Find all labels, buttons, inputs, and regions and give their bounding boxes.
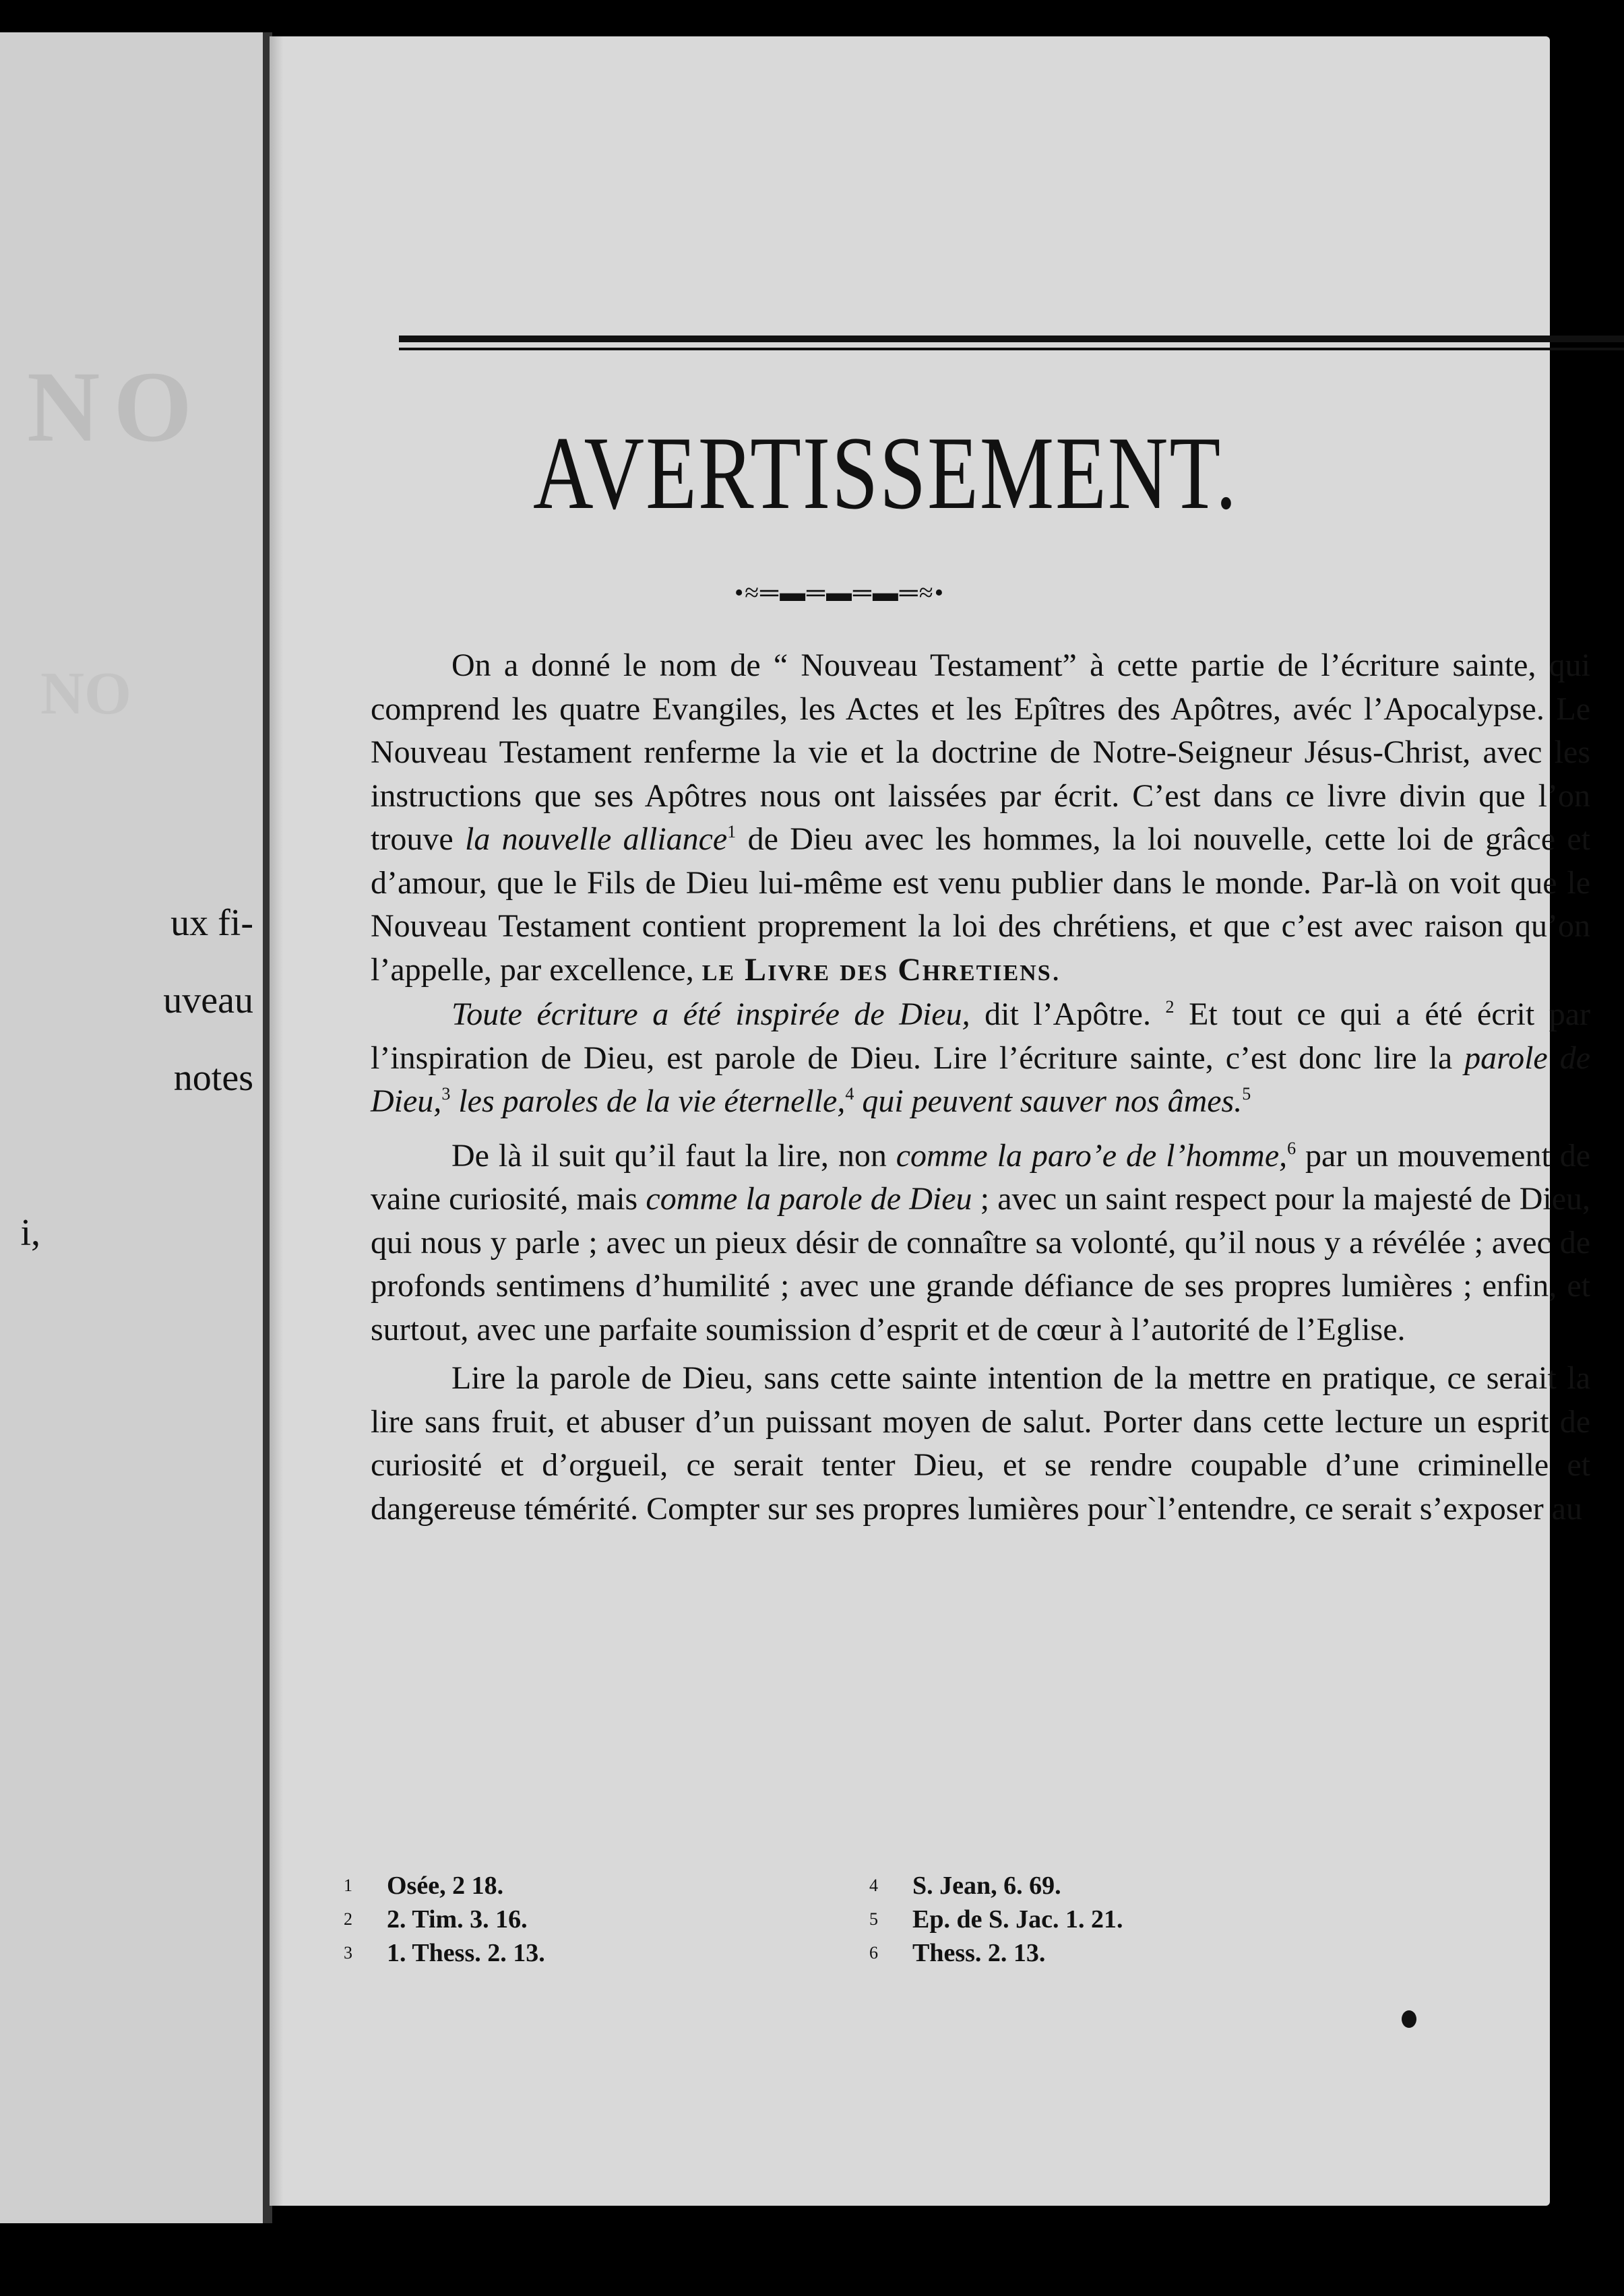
left-page-line: uveau <box>163 980 253 1021</box>
footnotes-right <box>869 1869 1123 1970</box>
footnote: 5 Ep. de S. Jac. 1. 21. <box>869 1905 1123 1934</box>
footnote: 2 2. Tim. 3. 16. <box>344 1905 528 1934</box>
footnote: 6 Thess. 2. 13. <box>869 1939 1046 1967</box>
paragraph-3: De là il suit qu’il faut la lire, non comme la paro’e de l’homme,$^6$ par un mouvement de vaine curiosité, mais comme la parole de Dieu ; avec un saint respect pour la majesté de Dieu, qui nous y parle ; avec un pieux désir de connaître sa volonté, qu’il nous y a révélée ; avec de profonds sentimens d’humilité ; avec une grande défiance de ses propres lumières ; enfin, et surtout, avec une parfaite soumission d’esprit et de cœur à l’autorité de l’Eglise. <box>371 1137 1591 1347</box>
footnote: 3 1. Thess. 2. 13. <box>344 1939 545 1967</box>
left-page-line: i, <box>20 1212 40 1254</box>
left-facing-page <box>0 32 272 2223</box>
page-title: AVERTISSEMENT. <box>533 415 1238 531</box>
ink-speck <box>1402 2010 1416 2028</box>
paragraph-2: Toute écriture a été inspirée de Dieu, dit l’Apôtre. $^2$ Et tout ce qui a été écrit par l’inspiration de Dieu, est parole de Dieu. Lire l’écriture sainte, c’est donc lire la parole de Dieu,$^3$ les paroles de la vie éternelle,$^4$ qui peuvent sauver nos âmes.$^5$ <box>371 996 1591 1119</box>
footnote: 4 S. Jean, 6. 69. <box>869 1872 1061 1900</box>
paragraph-1: On a donné le nom de “ Nouveau Testament” à cette partie de l’écriture sainte, qui comprend les quatre Evangiles, les Actes et les Epîtres des Apôtres, avéc l’Apocalypse. Le Nouveau Testament renferme la vie et la doctrine de Notre-Seigneur Jésus-Christ, avec les instructions que ses Apôtres nous ont laissées par écrit. C’est dans ce livre divin que l’on trouve la nouvelle alliance$^1$ de Dieu avec les hommes, la loi nouvelle, cette loi de grâce et d’amour, que le Fils de Dieu lui-même est venu publier dans le monde. Par-là on voit que le Nouveau Testament contient proprement la loi des chrétiens, et que c’est avec raison qu’on l’appelle, par excellence, le Livre des Chretiens. <box>371 647 1590 988</box>
left-page-line: notes <box>173 1057 253 1099</box>
bleed-through-text: NO <box>27 351 206 463</box>
footnote: 1 Osée, 2 18. <box>344 1872 504 1900</box>
left-page-line: ux fi- <box>170 902 253 944</box>
footnotes-left <box>344 1869 545 1970</box>
ornament-divider: •≈═▬═▬═▬═≈• <box>735 579 945 607</box>
bleed-through-text: NO <box>40 660 131 727</box>
top-rule-thin <box>399 348 1624 350</box>
document-page <box>270 36 1591 2206</box>
body-text <box>371 644 1590 1531</box>
top-rule <box>399 336 1624 342</box>
paragraph-4: Lire la parole de Dieu, sans cette sainte intention de la mettre en pratique, ce serait la lire sans fruit, et abuser d’un puissant moyen de salut. Porter dans cette lecture un esprit de curiosité et d’orgueil, ce serait tenter Dieu, et se rendre coupable d’une criminelle et dangereuse témérité. Compter sur ses propres lumières pour`l’entendre, ce serait s’exposer au <box>371 1360 1590 1527</box>
